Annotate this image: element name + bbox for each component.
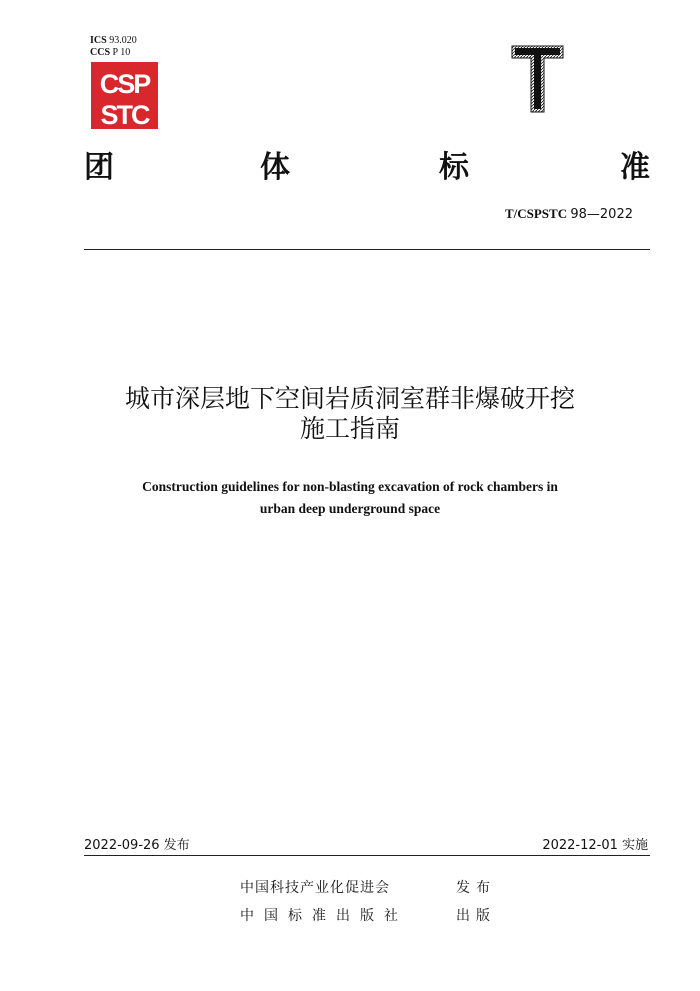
standard-type-char: 标 xyxy=(439,150,469,185)
classification-codes xyxy=(90,35,137,59)
svg-text:STC: STC xyxy=(100,100,149,129)
standard-type-char: 准 xyxy=(620,150,650,185)
title-chinese: 城市深层地下空间岩质洞室群非爆破开挖 施工指南 xyxy=(124,384,575,443)
press-action: 出版 xyxy=(456,908,496,924)
bottom-divider xyxy=(84,855,650,856)
group-standard-t-mark xyxy=(510,44,565,114)
standard-type-heading xyxy=(84,142,652,185)
top-divider xyxy=(84,249,650,250)
issuer-name: 中国科技产业化促进会 xyxy=(240,880,390,896)
ics-code: ICS 93.020 xyxy=(90,35,137,46)
title-english: Construction guidelines for non-blasting excavation of rock chambers in urban deep underground space xyxy=(142,479,558,516)
standard-number: T/CSPSTC 98—2022 xyxy=(504,206,633,222)
issue-date: 2022-09-26 发布 xyxy=(84,838,190,853)
issuer-action: 发布 xyxy=(456,880,496,896)
press-name: 中国标准出版社 xyxy=(240,908,408,924)
ccs-code: CCS P 10 xyxy=(90,47,131,58)
standard-type-char: 团 xyxy=(84,150,114,185)
cspstc-logo xyxy=(91,62,158,129)
standard-type-char: 体 xyxy=(260,150,290,185)
svg-text:CSP: CSP xyxy=(99,69,150,99)
implementation-date: 2022-12-01 实施 xyxy=(542,838,648,853)
